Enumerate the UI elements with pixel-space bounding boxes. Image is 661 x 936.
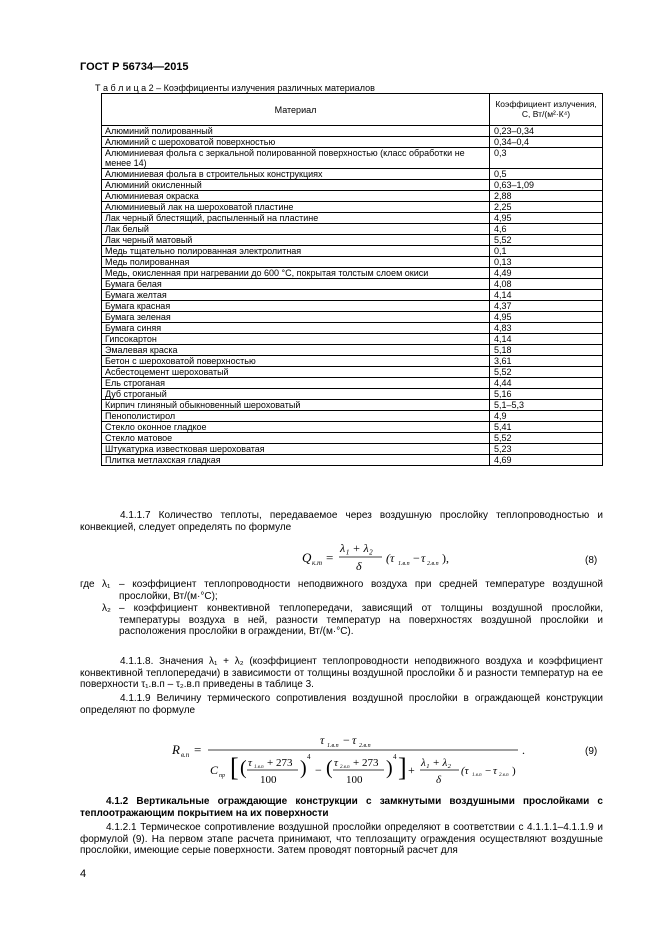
material-cell: Бетон с шероховатой поверхностью: [102, 356, 490, 367]
material-cell: Алюминий окисленный: [102, 180, 490, 191]
table-row: [102, 268, 603, 279]
table-row: [102, 235, 603, 246]
material-cell: Штукатурка известковая шероховатая: [102, 444, 490, 455]
table-row: [102, 334, 603, 345]
formula-9-number: (9): [585, 746, 598, 757]
svg-text:λ₁ + λ₂: λ₁ + λ₂: [421, 757, 452, 769]
table-row: [102, 323, 603, 334]
material-cell: Медь полированная: [102, 257, 490, 268]
formula-8-number: (8): [585, 555, 598, 566]
svg-text:C: C: [210, 763, 219, 777]
svg-text:100: 100: [346, 774, 363, 786]
svg-text:2.в.п: 2.в.п: [427, 561, 439, 567]
coefficient-cell: 0,3: [490, 148, 603, 169]
svg-text:]: ]: [398, 753, 407, 782]
coefficient-cell: 4,14: [490, 334, 603, 345]
coefficient-cell: 0,23–0,34: [490, 126, 603, 137]
svg-text:): ): [512, 765, 516, 777]
coefficient-cell: 5,1–5,3: [490, 400, 603, 411]
material-cell: Бумага красная: [102, 301, 490, 312]
svg-text:−: −: [343, 733, 350, 747]
table-row: [102, 455, 603, 466]
coefficient-cell: 5,52: [490, 367, 603, 378]
svg-text:4: 4: [307, 753, 311, 761]
coefficient-cell: 0,63–1,09: [490, 180, 603, 191]
svg-text:λ₁ + λ₂: λ₁ + λ₂: [340, 541, 373, 555]
lambda1-symbol: λ₁: [102, 579, 111, 590]
table-row: [102, 367, 603, 378]
table-row: [102, 126, 603, 137]
coefficient-cell: 5,18: [490, 345, 603, 356]
material-cell: Бумага зеленая: [102, 312, 490, 323]
table-row: [102, 137, 603, 148]
document-header: ГОСТ Р 56734—2015: [80, 61, 189, 73]
column-header-coefficient: Коэффициент излучения, С, Вт/(м²·К⁴): [490, 94, 603, 126]
table-row: [102, 411, 603, 422]
table-row: [102, 224, 603, 235]
svg-text:1.в.п: 1.в.п: [327, 743, 339, 749]
coefficient-cell: 5,52: [490, 433, 603, 444]
material-cell: Лак черный блестящий, распыленный на пластине: [102, 213, 490, 224]
coefficient-cell: 5,16: [490, 389, 603, 400]
svg-text:τ: τ: [421, 551, 426, 565]
material-cell: Медь, окисленная при нагревании до 600 °С, покрытая толстым слоем окиси: [102, 268, 490, 279]
coefficient-cell: 3,61: [490, 356, 603, 367]
coefficient-cell: 0,1: [490, 246, 603, 257]
svg-text:(τ: (τ: [386, 551, 395, 565]
material-cell: Алюминиевая фольга в строительных конструкциях: [102, 169, 490, 180]
material-cell: Бумага синяя: [102, 323, 490, 334]
svg-text:(: (: [326, 757, 333, 779]
svg-text:R: R: [172, 742, 180, 757]
svg-text:пр: пр: [219, 773, 225, 779]
svg-text:100: 100: [260, 774, 277, 786]
table-row: [102, 378, 603, 389]
svg-text:(: (: [240, 757, 247, 779]
coefficient-cell: 5,23: [490, 444, 603, 455]
svg-text:−: −: [315, 763, 322, 777]
svg-text:−: −: [413, 551, 420, 565]
paragraph-4-1-1-9: 4.1.1.9 Величину термического сопротивления воздушной прослойки в ограждающей конструкции определяют по формуле: [80, 693, 603, 716]
coefficient-cell: 0,13: [490, 257, 603, 268]
svg-text:=: =: [194, 742, 202, 757]
material-cell: Алюминий полированный: [102, 126, 490, 137]
table-row: [102, 279, 603, 290]
table-body: [102, 126, 603, 466]
coefficient-cell: 4,37: [490, 301, 603, 312]
table-row: [102, 202, 603, 213]
emissivity-table: [101, 93, 603, 466]
svg-text:.: .: [522, 743, 525, 757]
svg-text:τ: τ: [334, 757, 338, 769]
svg-text:4: 4: [393, 753, 397, 761]
material-cell: Алюминиевая фольга с зеркальной полированной поверхностью (класс обработки не менее 14): [102, 148, 490, 169]
material-cell: Ель строганая: [102, 378, 490, 389]
svg-text:2.в.п: 2.в.п: [499, 773, 509, 778]
table-row: [102, 213, 603, 224]
svg-text:2.в.п: 2.в.п: [359, 743, 371, 749]
table-row: [102, 169, 603, 180]
paragraph-4-1-1-7: 4.1.1.7 Количество теплоты, передаваемое через воздушную прослойку теплопроводностью и конвекцией, следует определять по формуле: [80, 510, 603, 533]
svg-text:τ: τ: [248, 757, 252, 769]
column-header-material: Материал: [102, 94, 490, 126]
svg-text:1.в.п: 1.в.п: [398, 561, 410, 567]
table-row: [102, 422, 603, 433]
table-row: [102, 191, 603, 202]
material-cell: Асбестоцемент шероховатый: [102, 367, 490, 378]
coefficient-cell: 5,52: [490, 235, 603, 246]
table-row: [102, 301, 603, 312]
table-header-row: [102, 94, 603, 126]
material-cell: Медь тщательно полированная электролитная: [102, 246, 490, 257]
where-label: где: [80, 579, 95, 590]
material-cell: Гипсокартон: [102, 334, 490, 345]
coefficient-cell: 4,9: [490, 411, 603, 422]
svg-text:δ: δ: [436, 774, 442, 786]
coefficient-cell: 4,08: [490, 279, 603, 290]
material-cell: Алюминий с шероховатой поверхностью: [102, 137, 490, 148]
coefficient-cell: 4,6: [490, 224, 603, 235]
material-cell: Пенополистирол: [102, 411, 490, 422]
coefficient-cell: 4,14: [490, 290, 603, 301]
svg-text:+: +: [408, 763, 415, 777]
coefficient-cell: 5,41: [490, 422, 603, 433]
table-row: [102, 389, 603, 400]
svg-text:),: ),: [442, 551, 449, 565]
svg-text:+ 273: + 273: [353, 757, 379, 769]
coefficient-cell: 2,88: [490, 191, 603, 202]
material-cell: Стекло матовое: [102, 433, 490, 444]
table-row: [102, 345, 603, 356]
table-row: [102, 148, 603, 169]
paragraph-4-1-2-1: 4.1.2.1 Термическое сопротивление воздушной прослойки определяют в соответствии с 4.1.1.1–4.1.1.9 и формулой (9). На первом этапе расчета принимают, что теплозащиту ограждения осуществляют воздушные прослойки, имеющие серые поверхности. Затем проводят повторный расчет для: [80, 822, 603, 856]
coefficient-cell: 4,49: [490, 268, 603, 279]
svg-text:[: [: [230, 753, 239, 782]
table-row: [102, 257, 603, 268]
table-row: [102, 290, 603, 301]
material-cell: Бумага желтая: [102, 290, 490, 301]
table-row: [102, 246, 603, 257]
svg-text:1.в.п: 1.в.п: [472, 773, 482, 778]
table-caption: Т а б л и ц а 2 – Коэффициенты излучения различных материалов: [95, 83, 375, 93]
svg-text:): ): [300, 757, 307, 779]
coefficient-cell: 4,95: [490, 213, 603, 224]
coefficient-cell: 4,95: [490, 312, 603, 323]
svg-text:=: =: [326, 550, 334, 565]
coefficient-cell: 0,34–0,4: [490, 137, 603, 148]
material-cell: Дуб строганый: [102, 389, 490, 400]
section-heading-4-1-2: 4.1.2 Вертикальные ограждающие конструкции с замкнутыми воздушными прослойками с теплоотражающим покрытием на их поверхности: [80, 796, 603, 819]
svg-text:в.п: в.п: [181, 751, 190, 759]
material-cell: Бумага белая: [102, 279, 490, 290]
formula-8: [300, 537, 450, 577]
svg-text:−: −: [485, 765, 492, 777]
table-row: [102, 400, 603, 411]
coefficient-cell: 4,44: [490, 378, 603, 389]
svg-text:+ 273: + 273: [267, 757, 293, 769]
table-row: [102, 180, 603, 191]
svg-text:2.в.п: 2.в.п: [340, 765, 350, 770]
table-row: [102, 356, 603, 367]
coefficient-cell: 4,83: [490, 323, 603, 334]
page-number: 4: [80, 868, 87, 880]
material-cell: Эмалевая краска: [102, 345, 490, 356]
table-row: [102, 312, 603, 323]
svg-text:): ): [386, 757, 393, 779]
svg-text:(τ: (τ: [461, 765, 469, 777]
svg-text:τ: τ: [320, 733, 325, 747]
lambda1-description: – коэффициент теплопроводности неподвижного воздуха при средней температуре воздушной прослойки, Вт/(м·°С);: [119, 579, 603, 602]
material-cell: Лак белый: [102, 224, 490, 235]
table-row: [102, 433, 603, 444]
svg-text:δ: δ: [356, 559, 362, 573]
paragraph-4-1-1-8: 4.1.1.8. Значения λ₁ + λ₂ (коэффициент теплопроводности неподвижного воздуха и коэффициент конвективной теплопередачи) в зависимости от толщины воздушной прослойки δ и разности температур на ее поверхности τ₁.в.п – τ₂.в.п приведены в таблице 3.: [80, 656, 603, 690]
svg-text:1.в.п: 1.в.п: [254, 765, 264, 770]
svg-text:τ: τ: [493, 765, 497, 777]
coefficient-cell: 0,5: [490, 169, 603, 180]
material-cell: Плитка метлахская гладкая: [102, 455, 490, 466]
table-row: [102, 444, 603, 455]
svg-text:Q: Q: [302, 550, 312, 565]
svg-text:τ: τ: [352, 733, 357, 747]
formula-9: [170, 728, 530, 790]
material-cell: Лак черный матовый: [102, 235, 490, 246]
material-cell: Алюминиевый лак на шероховатой пластине: [102, 202, 490, 213]
coefficient-cell: 2,25: [490, 202, 603, 213]
material-cell: Кирпич глиняный обыкновенный шероховатый: [102, 400, 490, 411]
svg-text:к.т: к.т: [312, 559, 323, 567]
coefficient-cell: 4,69: [490, 455, 603, 466]
material-cell: Стекло оконное гладкое: [102, 422, 490, 433]
lambda2-symbol: λ₂: [102, 603, 111, 614]
material-cell: Алюминиевая окраска: [102, 191, 490, 202]
lambda2-description: – коэффициент конвективной теплопередачи, зависящий от толщины воздушной прослойки, температуры воздуха в ней, разности температур на поверхностях воздушной прослойки и расположения прослойки в ограждении, Вт/(м·°С).: [119, 603, 603, 637]
